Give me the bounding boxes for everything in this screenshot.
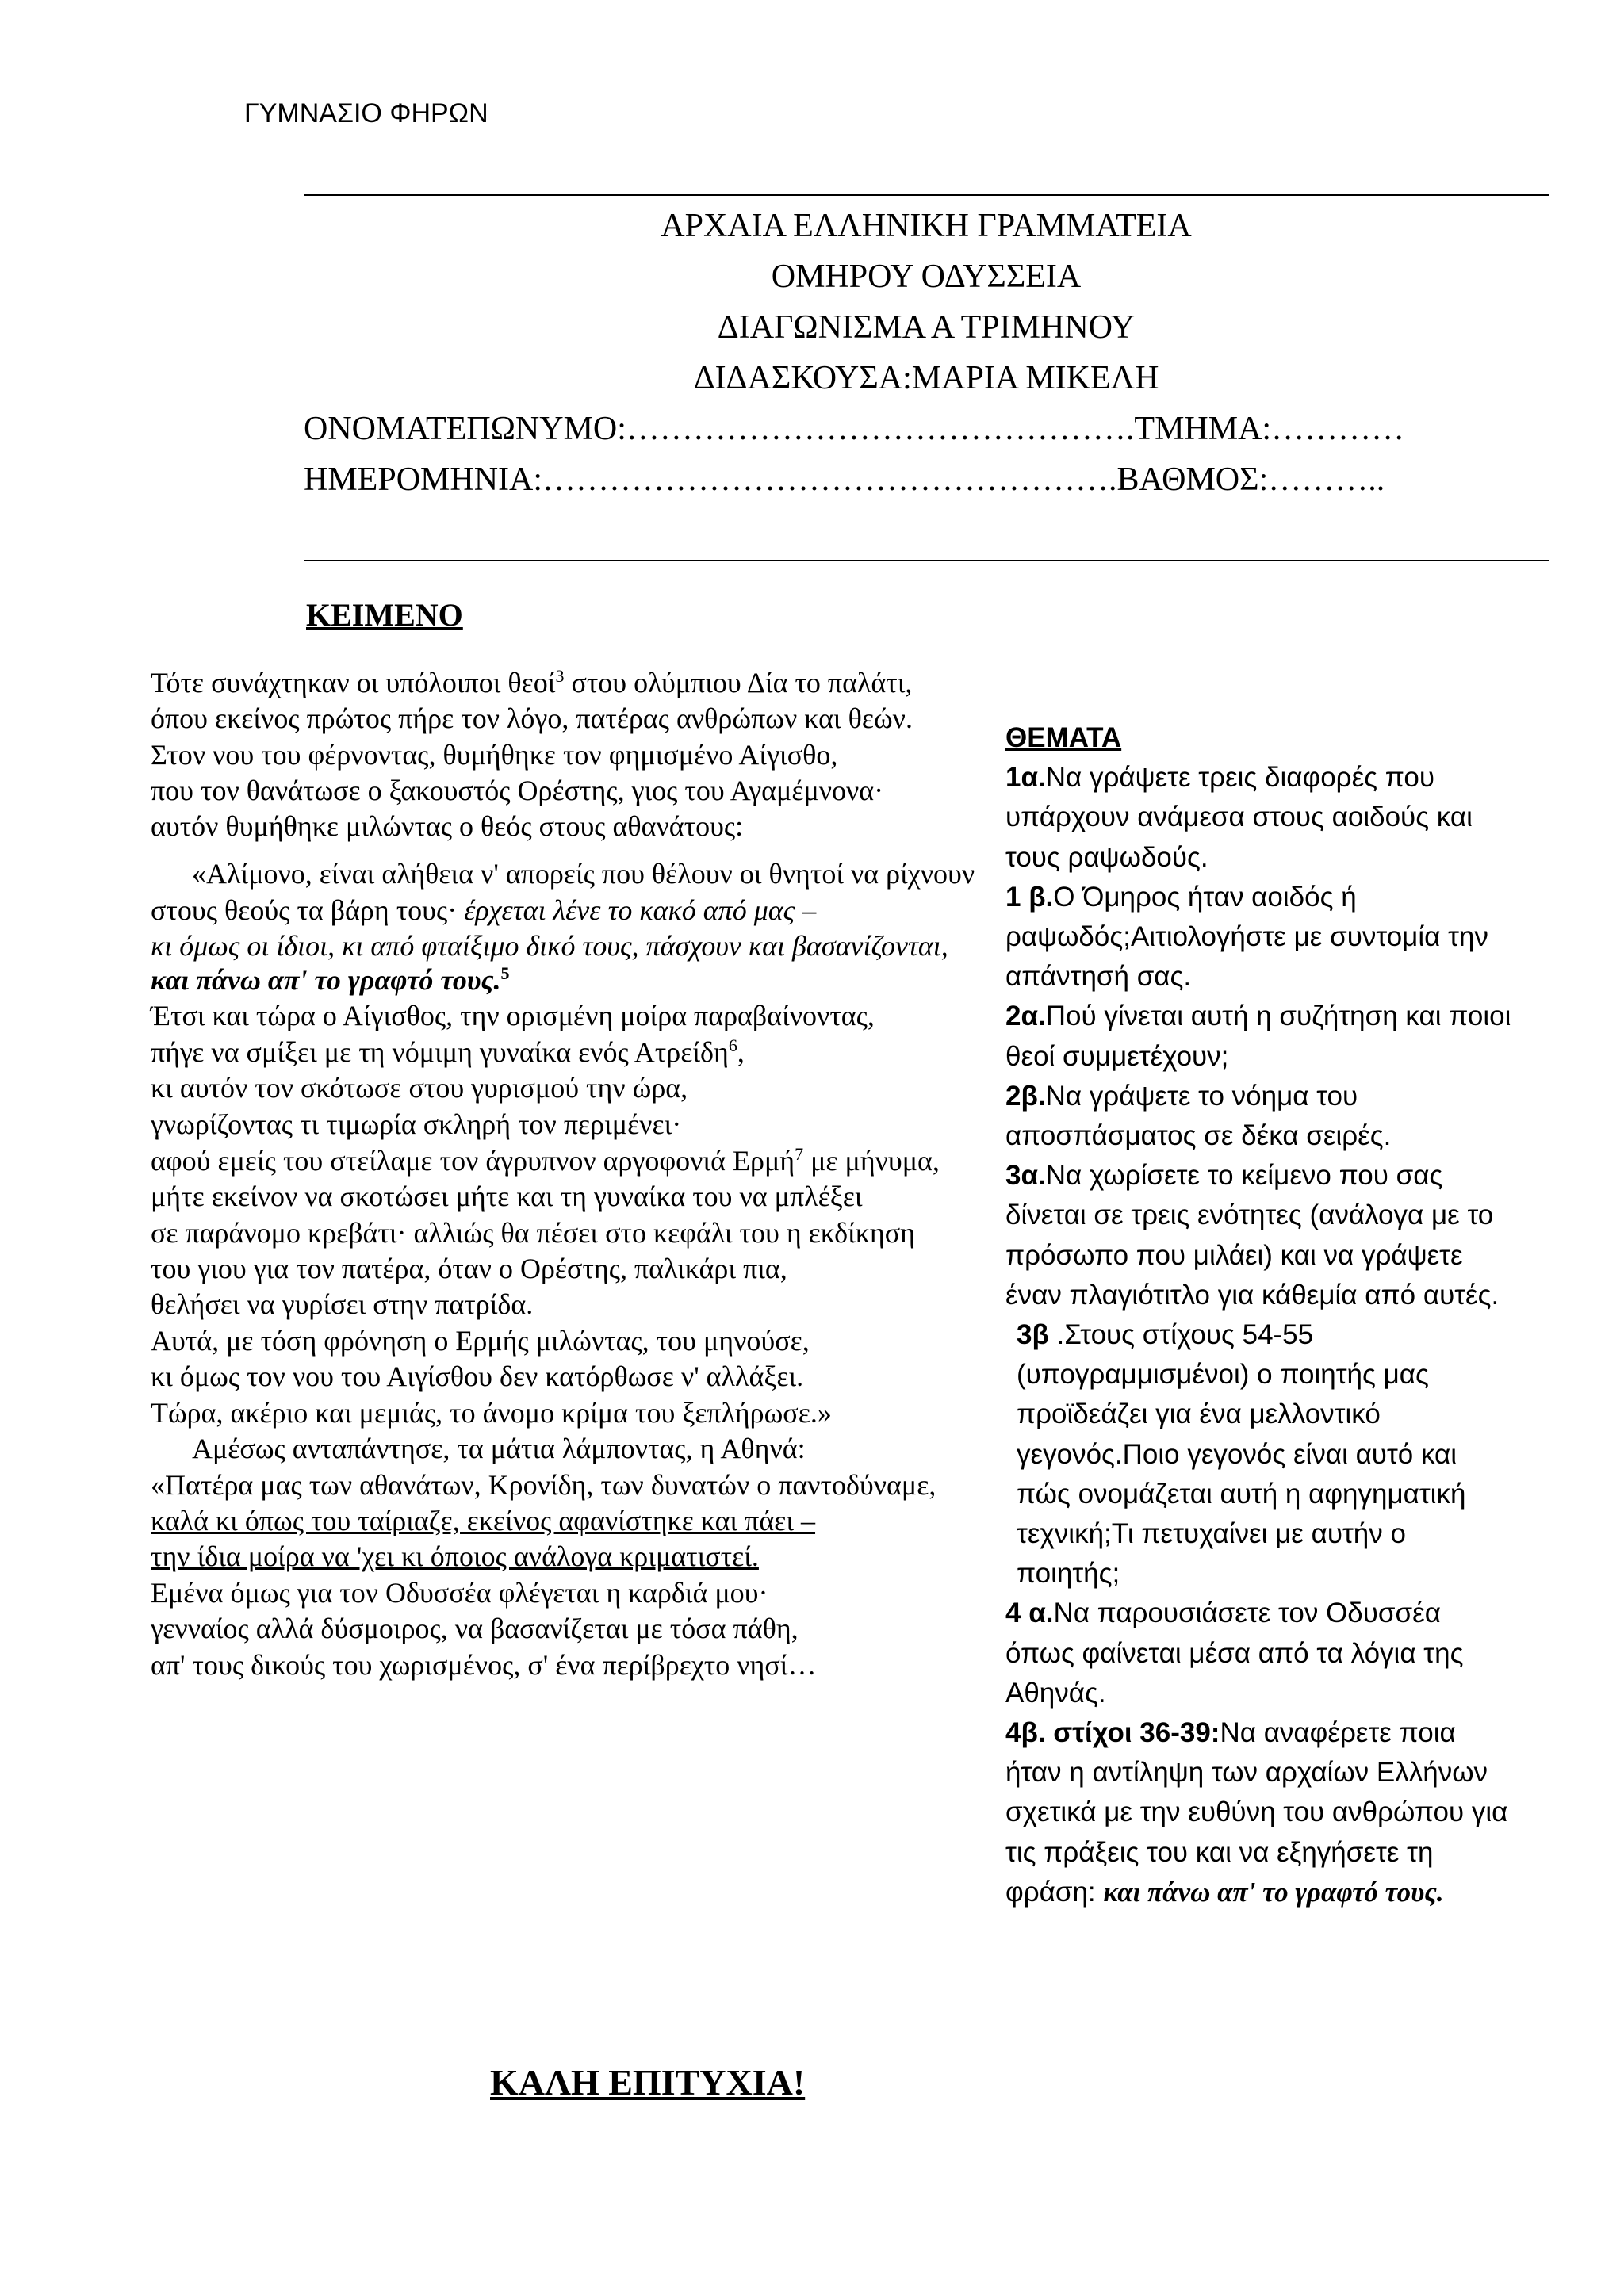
text-line: απ' τους δικούς του χωρισμένος, σ' ένα περίβρεχτο νησί… <box>151 1649 817 1681</box>
footnote-ref: 6 <box>728 1035 737 1055</box>
text-line: πήγε να σμίξει με τη νόμιμη γυναίκα ενός Ατρείδη$^6$, <box>151 1035 745 1068</box>
text-line: Τότε συνάχτηκαν οι υπόλοιποι θεοί$^3$ στου ολύμπιου Δία το παλάτι, <box>151 666 913 698</box>
question-4b: 4β. στίχοι 36-39:Να αναφέρετε ποια ήταν η αντίληψη των αρχαίων Ελλήνων σχετικά με την ευθύνη του ανθρώπου για τις πράξεις του και να εξηγήσετε τη φράση: και πάνω απ' το γραφτό τους. <box>1005 1717 1508 1908</box>
questions-title: ΘΕΜΑΤΑ <box>1005 722 1122 753</box>
text-line: γενναίος αλλά δύσμοιρος, να βασανίζεται με τόσα πάθη, <box>151 1613 799 1644</box>
header-exam: ΔΙΑΓΩΝΙΣΜΑ Α ΤΡΙΜΗΝΟΥ <box>717 309 1136 346</box>
text-line: Εμένα όμως για τον Οδυσσέα φλέγεται η καρδιά μου· <box>151 1577 768 1609</box>
closing-wish: ΚΑΛΗ ΕΠΙΤΥΧΙΑ! <box>490 2062 806 2103</box>
question-3a: 3α.Να χωρίσετε το κείμενο που σας δίνεται σε τρεις ενότητες (ανάλογα με το πρόσωπο που μιλάει) και να γράψετε έναν πλαγιότιτλο για κάθεμία από αυτές. <box>1005 1160 1500 1311</box>
text-line: αυτόν θυμήθηκε μιλώντας ο θεός στους αθανάτους: <box>151 810 744 842</box>
question-2b: 2β.Να γράψετε το νόημα του αποσπάσματος σε δέκα σειρές. <box>1005 1080 1392 1152</box>
question-1a: 1α.Να γράψετε τρεις διαφορές που υπάρχουν ανάμεσα στους αοιδούς και τους ραψωδούς. <box>1005 762 1473 873</box>
footnote-ref: 3 <box>555 666 565 686</box>
question-2a: 2α.Πού γίνεται αυτή η συζήτηση και ποιοι θεοί συμμετέχουν; <box>1005 1001 1511 1072</box>
text-line: «Πατέρα μας των αθανάτων, Κρονίδη, των δυνατών ο παντοδύναμε, <box>151 1469 936 1501</box>
text-line: κι όμως οι ίδιοι, κι από φταίξιμο δικό τους, πάσχουν και βασανίζονται, <box>151 930 948 962</box>
text-line: που τον θανάτωσε ο ξακουστός Ορέστης, γιος του Αγαμέμνονα· <box>151 775 884 806</box>
text-line: Τώρα, ακέριο και μεμιάς, το άνομο κρίμα του ξεπλήρωσε.» <box>151 1397 832 1429</box>
text-line: αφού εμείς του στείλαμε τον άγρυπνον αργοφονιά Ερμή$^7$ με μήνυμα, <box>151 1144 940 1177</box>
text-line-underlined: την ίδια μοίρα να 'χει κι όποιος ανάλογα κριματιστεί. <box>151 1540 759 1572</box>
text-line: γνωρίζοντας τι τιμωρία σκληρή τον περιμένει· <box>151 1108 682 1140</box>
header-bottom-rule <box>304 560 1549 561</box>
name-class-field[interactable]: ΟΝΟΜΑΤΕΠΩΝΥΜΟ:……………………………………….ΤΜΗΜΑ:………… <box>304 411 1405 447</box>
exam-header <box>304 201 1549 505</box>
header-work: ΟΜΗΡΟΥ ΟΔΥΣΣΕΙΑ <box>771 258 1082 295</box>
text-line: μήτε εκείνον να σκοτώσει μήτε και τη γυναίκα του να μπλέξει <box>151 1181 863 1212</box>
text-line: θελήσει να γυρίσει στην πατρίδα. <box>151 1288 534 1320</box>
text-line: «Αλίμονο, είναι αλήθεια ν' απορείς που θέλουν οι θνητοί να ρίχνουν <box>192 858 975 890</box>
text-line: όπου εκείνος πρώτος πήρε τον λόγο, πατέρας ανθρώπων και θεών. <box>151 702 913 734</box>
question-4a: 4 α.Να παρουσιάσετε τον Οδυσσέα όπως φαίνεται μέσα από τα λόγια της Αθηνάς. <box>1005 1598 1464 1709</box>
text-line: στους θεούς τα βάρη τους· έρχεται λένε το κακό από μας – <box>151 894 817 926</box>
questions-column <box>1005 718 1513 1912</box>
text-heading: ΚΕΙΜΕΝΟ <box>306 597 463 633</box>
text-line: Αμέσως ανταπάντησε, τα μάτια λάμποντας, η Αθηνά: <box>192 1433 806 1464</box>
question-1b: 1 β.Ο Όμηρος ήταν αοιδός ή ραψωδός;Αιτιολογήστε με συντομία την απάντησή σας. <box>1005 881 1488 993</box>
text-line: Αυτά, με τόση φρόνηση ο Ερμής μιλώντας, του μηνούσε, <box>151 1325 810 1357</box>
date-grade-field[interactable]: ΗΜΕΡΟΜΗΝΙΑ:…………………………………………….ΒΑΘΜΟΣ:……….. <box>304 461 1385 498</box>
text-line: κι όμως τον νου του Αιγίσθου δεν κατόρθωσε ν' αλλάξει. <box>151 1360 804 1392</box>
text-line: σε παράνομο κρεβάτι· αλλιώς θα πέσει στο κεφάλι του η εκδίκηση <box>151 1217 915 1249</box>
footnote-ref: 7 <box>795 1144 804 1164</box>
header-top-rule <box>304 194 1549 196</box>
question-3b: 3β .Στους στίχους 54-55 (υπογραμμισμένοι) ο ποιητής μας προϊδεάζει για ένα μελλοντικό γεγονός.Ποιο γεγονός είναι αυτό και πώς ονομάζεται αυτή η αφηγηματική τεχνική;Τι πετυχαίνει με αυτήν ο ποιητής; <box>1017 1319 1466 1590</box>
text-line: Στον νου του φέρνοντας, θυμήθηκε τον φημισμένο Αίγισθο, <box>151 739 838 771</box>
text-line: και πάνω απ' το γραφτό τους.$^5$ <box>151 963 510 996</box>
text-line-underlined: καλά κι όπως του ταίριαζε, εκείνος αφανίστηκε και πάει – <box>151 1505 816 1536</box>
header-subject: ΑΡΧΑΙΑ ΕΛΛΗΝΙΚΗ ΓΡΑΜΜΑΤΕΙΑ <box>661 208 1192 244</box>
school-name: ΓΥΜΝΑΣΙΟ ΦΗΡΩΝ <box>244 98 488 128</box>
text-line: του γιου για τον πατέρα, όταν ο Ορέστης, παλικάρι πια, <box>151 1253 787 1284</box>
header-teacher: ΔΙΔΑΣΚΟΥΣΑ:ΜΑΡΙΑ ΜΙΚΕΛΗ <box>693 360 1159 396</box>
footnote-ref: 5 <box>500 963 510 983</box>
text-line: κι αυτόν τον σκότωσε στου γυρισμού την ώρα, <box>151 1072 688 1104</box>
text-line: Έτσι και τώρα ο Αίγισθος, την ορισμένη μοίρα παραβαίνοντας, <box>151 1000 875 1031</box>
